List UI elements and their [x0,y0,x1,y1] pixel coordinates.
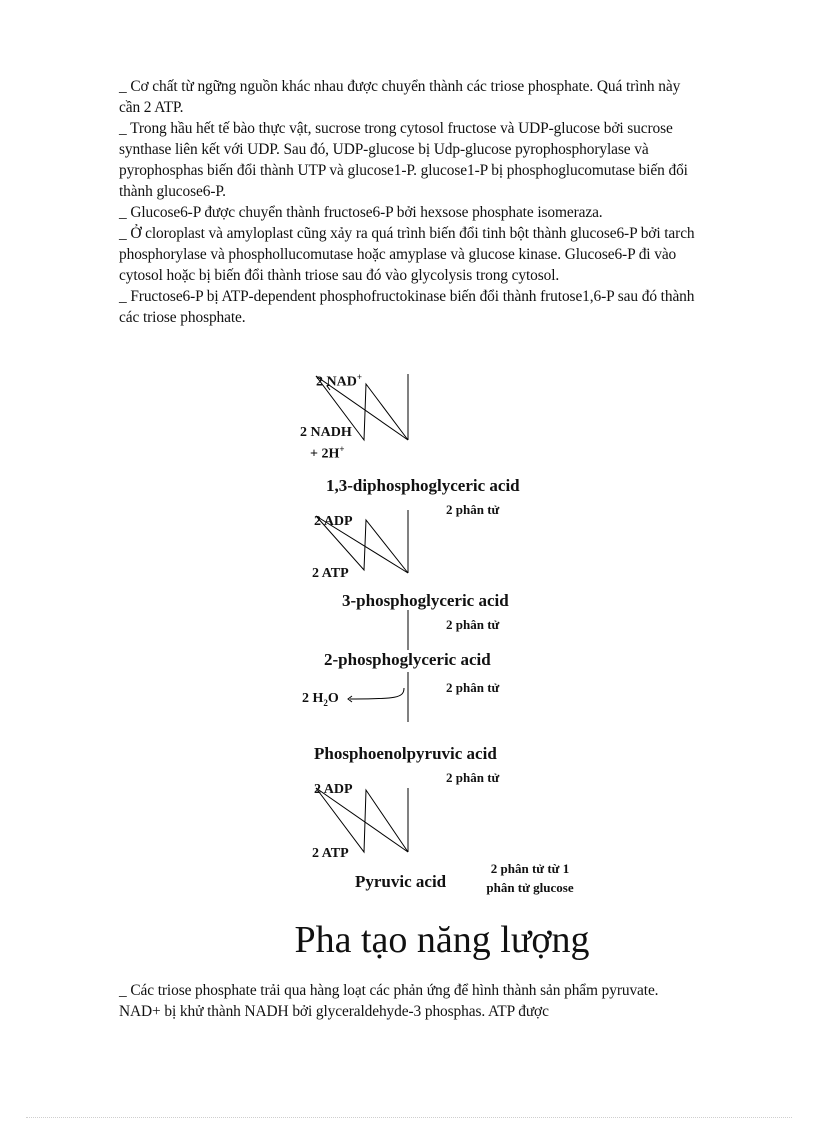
nadh-label: 2 NADH [300,425,352,440]
atp-2-label: 2 ATP [312,846,349,861]
water-curve [350,688,404,699]
water-label: 2 $H_2O$ [302,691,339,708]
count-2-label: 2 phân tử [446,617,500,632]
count-5-label [470,859,590,897]
h-plus-label: + 2H+ [310,444,345,462]
adp-1-label: 2 ADP [314,514,353,529]
count-4-label: 2 phân tử [446,770,500,785]
paragraph-2: _ Trong hầu hết tế bào thực vật, sucrose trong cytosol fructose và UDP-glucose bởi sucrose synthase liên kết với UDP. Sau đó, UDP-glucose bị Udp-glucose pyrophosphorylase và pyrophosphas biến đổi thành UTP và glucose1-P. glucose1-P bị phosphoglucomutase biến đổi thành glucose6-P. [119,120,688,200]
adp-2-label: 2 ADP [314,782,353,797]
count-5-line-2: phân tử glucose [486,880,574,895]
paragraph-3: _ Glucose6-P được chuyển thành fructose6-P bởi hexsose phosphate isomeraza. [119,204,603,221]
paragraph-1: _ Cơ chất từ ngững nguồn khác nhau được chuyển thành các triose phosphate. Quá trình này cần 2 ATP. [119,78,681,116]
compound-2-label: 3-phosphoglyceric acid [342,591,509,610]
paragraph-5: _ Fructose6-P bị ATP-dependent phosphofructokinase biến đổi thành frutose1,6-P sau đó thành các triose phosphate. [119,288,695,326]
compound-5-label: Pyruvic acid [355,872,447,891]
count-1-label: 2 phân tử [446,502,500,517]
page-footer-rule [26,1117,792,1118]
compound-3-label: 2-phosphoglyceric acid [324,650,491,669]
section-heading: Pha tạo năng lượng [294,919,590,961]
count-3-label: 2 phân tử [446,680,500,695]
bottom-paragraph-block [119,980,699,1022]
atp-1-label: 2 ATP [312,566,349,581]
paragraph-4: _ Ở cloroplast và amyloplast cũng xảy ra quá trình biến đổi tinh bột thành glucose6-P bởi tarch phosphorylase và phosphollucomutase hoặc amyplase và glucose kinase. Glucose6-P đi vào cytosol hoặc bị biến đổi thành triose sau đó vào glycolysis trong cytosol. [119,225,695,284]
count-5-line-1: 2 phân tử từ 1 [490,861,570,876]
compound-1-label: 1,3-diphosphoglyceric acid [326,476,520,495]
nad-label: 2 NAD+ [316,372,362,390]
bottom-paragraph: _ Các triose phosphate trải qua hàng loạt các phản ứng để hình thành sản phẩm pyruvate. NAD+ bị khử thành NADH bởi glyceraldehyde-3 phosphas. ATP được [119,982,659,1020]
compound-4-label: Phosphoenolpyruvic acid [314,744,497,763]
